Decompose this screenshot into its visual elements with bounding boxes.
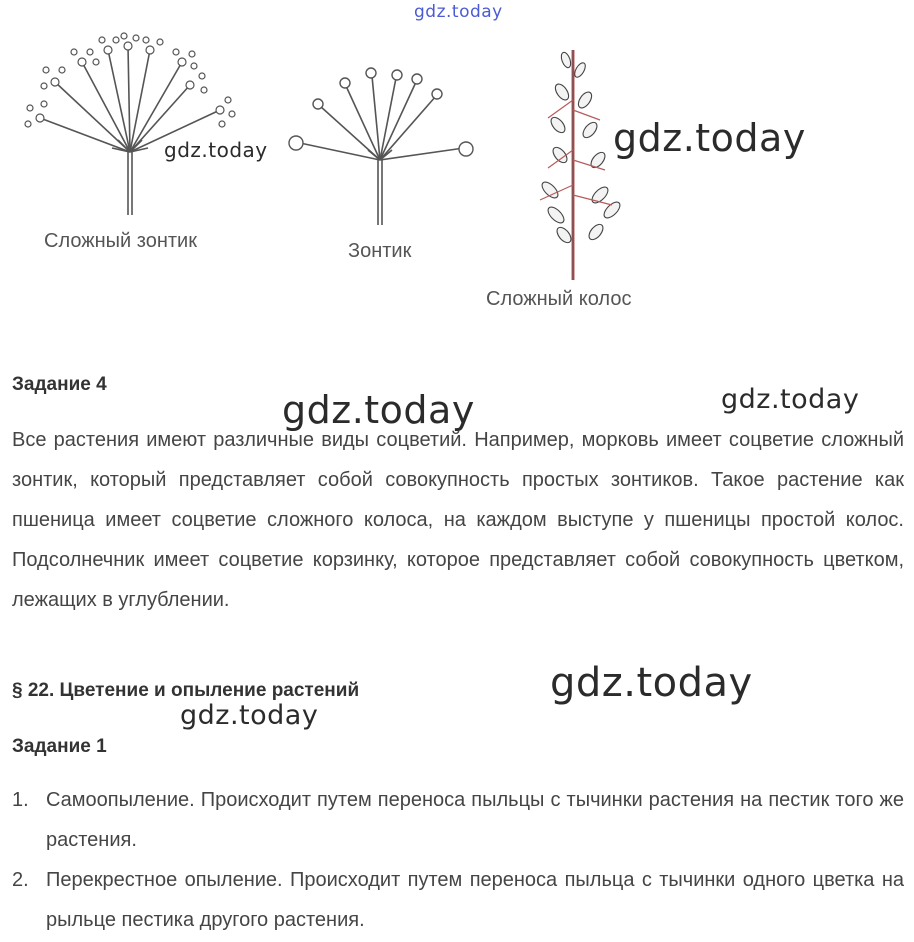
watermark: gdz.today <box>164 138 268 162</box>
umbel-flowers <box>289 68 473 156</box>
list-item-text: Перекрестное опыление. Происходит путем переноса пыльца с тычинки одного цветка на рыльце пестика другого растения. <box>46 869 904 931</box>
umbel-caption: Зонтик <box>348 240 412 262</box>
complex-umbel-caption: Сложный зонтик <box>44 230 197 252</box>
task4-text: Все растения имеют различные виды соцветий. Например, морковь имеет соцветие сложный зонтик, который представляет собой совокупность простых зонтиков. Такое растение как пшеница имеет соцветие сложного колоса, на каждом выступе у пшеницы простой колос. Подсолнечник имеет соцветие корзинку, которое представляет собой совокупность цветком, лежащих в углублении. <box>12 429 904 611</box>
watermark: gdz.today <box>721 384 860 415</box>
watermark: gdz.today <box>613 116 806 160</box>
list-item-number: 2. <box>12 869 29 891</box>
section-heading: § 22. Цветение и опыление растений <box>12 680 360 701</box>
list-item-number: 1. <box>12 789 29 811</box>
list-item <box>12 860 904 940</box>
watermark: gdz.today <box>282 388 475 432</box>
task1-list <box>12 780 904 940</box>
list-item <box>12 780 904 860</box>
list-item-text: Самоопыление. Происходит путем переноса пыльцы с тычинки растения на пестик того же растения. <box>46 789 904 851</box>
complex-umbel-drawing <box>40 46 220 215</box>
complex-spike-drawing <box>539 50 622 280</box>
complex-spike-caption: Сложный колос <box>486 288 632 310</box>
watermark-top: gdz.today <box>414 2 503 22</box>
watermark: gdz.today <box>550 660 753 706</box>
inflorescence-illustrations <box>0 0 914 320</box>
task1-heading: Задание 1 <box>12 736 107 757</box>
task4-heading: Задание 4 <box>12 374 107 395</box>
watermark: gdz.today <box>180 700 319 731</box>
